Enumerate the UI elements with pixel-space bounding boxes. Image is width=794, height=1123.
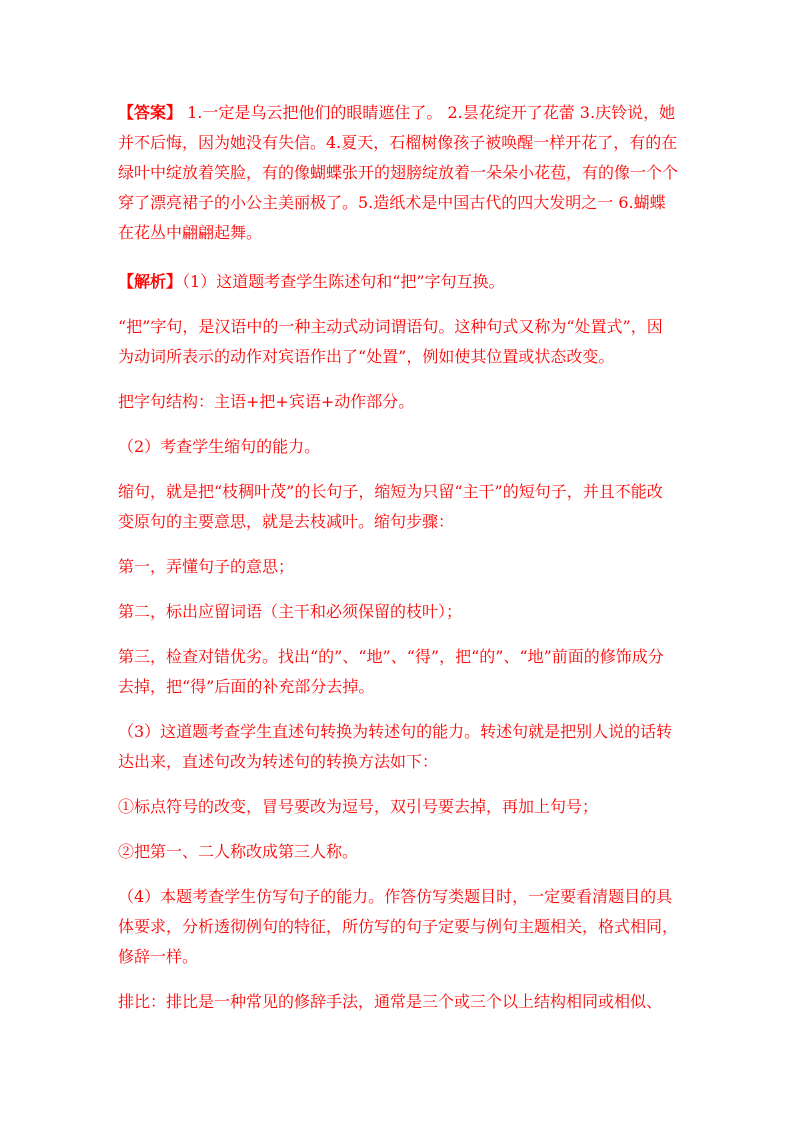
paragraph-section-2: （2）考查学生缩句的能力。 bbox=[118, 437, 321, 456]
analysis-tag: 【解析】 bbox=[118, 272, 183, 291]
paragraph-rule-2: ②把第一、二人称改成第三人称。 bbox=[118, 842, 359, 861]
paragraph-step-3: 第三，检查对错优劣。找出“的”、“地”、“得”，把“的”、“地”前面的修饰成分去掉，把“得”后面的补充部分去掉。 bbox=[118, 647, 664, 696]
answer-paragraph bbox=[118, 98, 678, 248]
paragraph-section-4: （4）本题考查学生仿写句子的能力。作答仿写类题目时，一定要看清题目的具体要求，分析透彻例句的特征，所仿写的句子定要与例句主题相关，格式相同，修辞一样。 bbox=[118, 887, 679, 966]
paragraph-ba-structure: 把字句结构：主语+把+宾语+动作部分。 bbox=[118, 392, 415, 411]
answer-text: 1.一定是乌云把他们的眼睛遮住了。 2.昙花绽开了花蕾 3.庆铃说，她并不后悔，因为她没有失信。4.夏天，石榴树像孩子被唤醒一样开花了，有的在绿叶中绽放着笑脸，有的像蝴蝶张开的翅膀绽放着一朵朵小花苞，有的像一个个穿了漂亮裙子的小公主美丽极了。5.造纸术是中国古代的四大发明之一 6.蝴蝶在花丛中翩翩起舞。 bbox=[118, 103, 679, 242]
analysis-text: （1）这道题考查学生陈述句和“把”字句互换。 bbox=[182, 272, 505, 291]
paragraph-step-2: 第二，标出应留词语（主干和必须保留的枝叶）； bbox=[118, 602, 463, 621]
answer-tag: 【答案】 bbox=[118, 103, 183, 122]
paragraph-rule-1: ①标点符号的改变，冒号要改为逗号，双引号要去掉，再加上句号； bbox=[118, 797, 599, 816]
paragraph-section-3: （3）这道题考查学生直述句转换为转述句的能力。转述句就是把别人说的话转达出来，直述句改为转述句的转换方法如下： bbox=[118, 722, 673, 771]
paragraph-ba-sentence: “把”字句，是汉语中的一种主动式动词谓语句。这种句式又称为“处置式”，因为动词所表示的动作对宾语作出了“处置”，例如使其位置或状态改变。 bbox=[118, 317, 663, 366]
paragraph-shorten-definition: 缩句，就是把“枝稠叶茂”的长句子，缩短为只留“主干”的短句子，并且不能改变原句的主要意思，就是去枝减叶。缩句步骤： bbox=[118, 482, 663, 531]
analysis-paragraph bbox=[118, 267, 678, 297]
paragraph-parallelism: 排比：排比是一种常见的修辞手法，通常是三个或三个以上结构相同或相似、 bbox=[118, 992, 663, 1011]
paragraph-step-1: 第一，弄懂句子的意思； bbox=[118, 557, 295, 576]
